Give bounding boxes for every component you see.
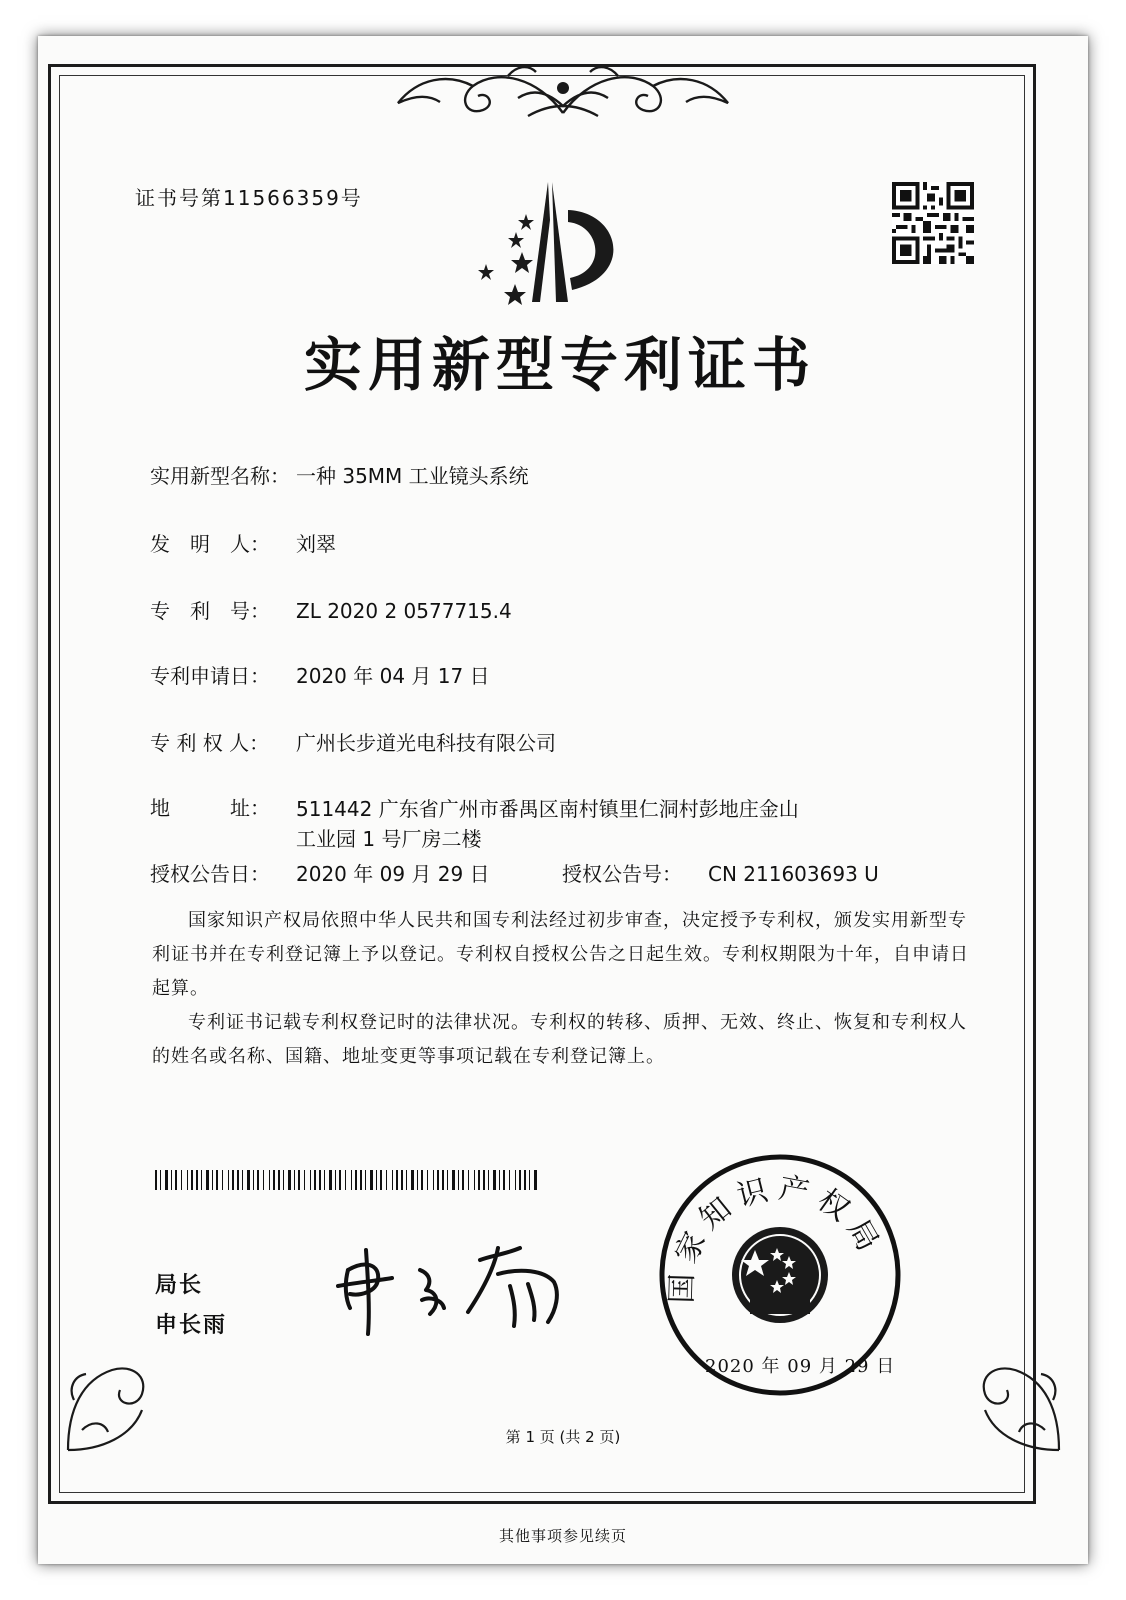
application-date-value: 2020 年 04 月 17 日 <box>296 664 490 688</box>
name-value: 一种 35MM 工业镜头系统 <box>296 464 529 488</box>
grant-date-row <box>150 860 490 888</box>
statement-paragraph-2: 专利证书记载专利权登记时的法律状况。专利权的转移、质押、无效、终止、恢复和专利权人的姓名或名称、国籍、地址变更等事项记载在专利登记簿上。 <box>152 1012 967 1067</box>
address-line-1: 511442 广东省广州市番禺区南村镇里仁洞村彭地庄金山 <box>296 797 799 821</box>
address-value <box>296 794 836 854</box>
certificate-number: 证书号第11566359号 <box>135 186 363 210</box>
grant-date-value: 2020 年 09 月 29 日 <box>296 862 490 886</box>
statement-paragraph-1: 国家知识产权局依照中华人民共和国专利法经过初步审查，决定授予专利权，颁发实用新型专利证书并在专利登记簿上予以登记。专利权自授权公告之日起生效。专利权期限为十年，自申请日起算。 <box>152 910 969 999</box>
patent-number-row <box>150 597 512 625</box>
patent-number-value: ZL 2020 2 0577715.4 <box>296 599 512 623</box>
patentee-label: 专 利 权 人： <box>150 731 270 755</box>
handwritten-signature <box>330 1230 580 1340</box>
grant-number-row <box>562 860 879 888</box>
inventor-label: 发 明 人： <box>150 532 270 556</box>
continuation-note: 其他事项参见续页 <box>498 1527 627 1545</box>
application-date-row <box>150 662 490 690</box>
seal-ring-text: 国家知识产权局 <box>664 1170 890 1305</box>
address-label: 地 址： <box>150 796 270 820</box>
inventor-row <box>150 530 336 558</box>
page-number: 第 1 页 (共 2 页) <box>505 1428 621 1446</box>
director-title: 局长 <box>155 1273 204 1298</box>
seal-date: 2020 年 09 月 29 日 <box>705 1356 896 1377</box>
address-line-2: 工业园 1 号厂房二楼 <box>296 827 482 851</box>
patent-office-emblem-icon <box>470 180 635 310</box>
address-row <box>150 794 836 854</box>
patentee-row <box>150 729 556 757</box>
barcode-icon <box>155 1170 540 1190</box>
patent-number-label: 专 利 号： <box>150 599 270 623</box>
inventor-value: 刘翠 <box>296 532 336 556</box>
certificate-title: 实用新型专利证书 <box>303 331 816 399</box>
grant-number-value: CN 211603693 U <box>708 862 879 886</box>
grant-number-label: 授权公告号： <box>562 862 682 886</box>
name-row <box>150 462 529 490</box>
patentee-value: 广州长步道光电科技有限公司 <box>296 731 556 755</box>
name-label: 实用新型名称： <box>150 464 290 488</box>
top-ornament <box>388 58 738 128</box>
grant-date-label: 授权公告日： <box>150 862 270 886</box>
qr-code-icon <box>892 182 974 264</box>
national-emblem-icon <box>732 1227 828 1323</box>
director-name: 申长雨 <box>155 1313 228 1338</box>
application-date-label: 专利申请日： <box>150 664 270 688</box>
